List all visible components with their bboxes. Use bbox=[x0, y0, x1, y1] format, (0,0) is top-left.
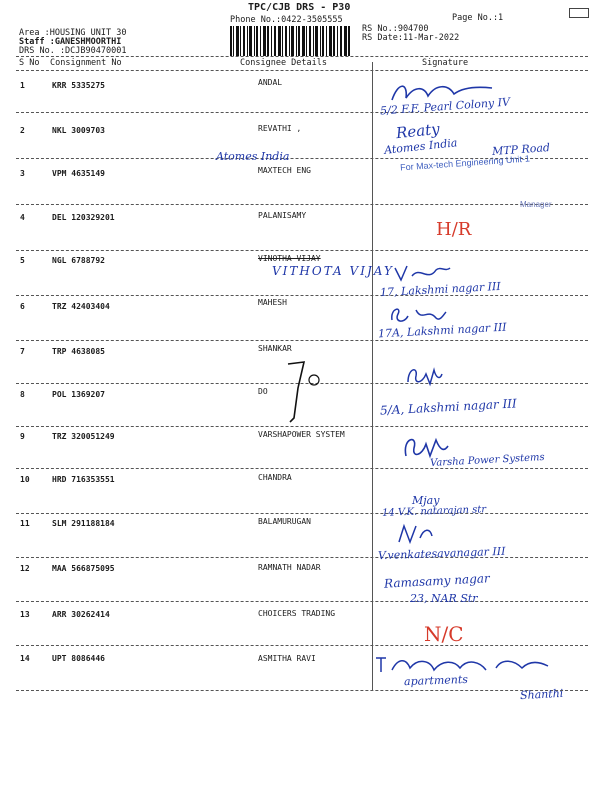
handwritten-address: apartments bbox=[403, 672, 469, 689]
handwritten-address: 14 V.K. natarajan str bbox=[381, 504, 487, 519]
row-consignment: ARR 30262414 bbox=[52, 610, 110, 619]
row-sno: 3 bbox=[20, 169, 25, 178]
row-consignment: UPT 8086446 bbox=[52, 654, 105, 663]
row-sno: 14 bbox=[20, 654, 30, 663]
row-sno: 6 bbox=[20, 302, 25, 311]
row-sno: 10 bbox=[20, 475, 30, 484]
staff-label: Staff :GANESHMOORTHI bbox=[19, 37, 122, 47]
row-consignee: MAXTECH ENG bbox=[258, 166, 311, 175]
row-consignment: NGL 6788792 bbox=[52, 256, 105, 265]
row-sno: 8 bbox=[20, 390, 25, 399]
row-line bbox=[16, 468, 588, 469]
row-sno: 1 bbox=[20, 81, 25, 90]
page-number: Page No.:1 bbox=[452, 13, 504, 23]
row-consignment: SLM 291188184 bbox=[52, 519, 115, 528]
row-consignment: POL 1369207 bbox=[52, 390, 105, 399]
row-consignment: NKL 3009703 bbox=[52, 126, 105, 135]
barcode bbox=[230, 26, 350, 56]
handwritten-signature: Reaty bbox=[395, 119, 441, 143]
row-sno: 13 bbox=[20, 610, 30, 619]
row-consignee: RAMNATH NADAR bbox=[258, 563, 321, 572]
row-line bbox=[16, 250, 588, 251]
col-consignment: Consignment No bbox=[50, 58, 122, 68]
row-line bbox=[16, 601, 588, 602]
handwritten-signature: Mjay bbox=[412, 494, 440, 507]
handwritten-note: Shanthi bbox=[519, 686, 564, 703]
handwritten-address: Ramasamy nagar bbox=[383, 571, 491, 591]
row-consignee: REVATHI , bbox=[258, 124, 302, 133]
row-line bbox=[16, 295, 588, 296]
handwritten-code: N/C bbox=[424, 622, 464, 646]
header-line bbox=[16, 70, 588, 71]
row-line bbox=[16, 645, 588, 646]
row-sno: 5 bbox=[20, 256, 25, 265]
col-sno: S No bbox=[19, 58, 40, 68]
row-consignee: ASMITHA RAVI bbox=[258, 654, 316, 663]
signature-scribble bbox=[392, 262, 452, 284]
row-sno: 2 bbox=[20, 126, 25, 135]
signature-scribble bbox=[404, 364, 444, 388]
col-consignee: Consignee Details bbox=[240, 58, 327, 68]
drs-number: DRS No. :DCJB90470001 bbox=[19, 46, 127, 56]
rs-date: RS Date:11-Mar-2022 bbox=[362, 33, 460, 43]
rs-number: RS No.:904700 bbox=[362, 24, 429, 34]
handwritten-note: Atomes India bbox=[216, 150, 290, 163]
row-consignee: ANDAL bbox=[258, 78, 283, 87]
company-stamp: For Max-tech Engineering Unit-1 bbox=[399, 153, 531, 173]
row-consignee: CHANDRA bbox=[258, 473, 292, 482]
stamp-role: Manager bbox=[520, 200, 552, 209]
handwritten-company: Varsha Power Systems bbox=[429, 452, 545, 469]
row-consignment: VPM 4635149 bbox=[52, 169, 105, 178]
document-title: TPC/CJB DRS - P30 bbox=[248, 2, 351, 13]
handwritten-address: 17A, Lakshmi nagar III bbox=[377, 320, 507, 341]
corner-mark bbox=[569, 8, 589, 18]
handwritten-company: Atomes India bbox=[383, 136, 458, 157]
handwritten-name: VITHOTA VIJAY bbox=[272, 264, 394, 278]
signature-divider bbox=[372, 62, 373, 690]
signature-scribble bbox=[284, 358, 324, 428]
signature-scribble bbox=[388, 304, 448, 326]
row-sno: 7 bbox=[20, 347, 25, 356]
row-line bbox=[16, 112, 588, 113]
handwritten-street: 23, NAR Str bbox=[410, 592, 478, 605]
handwritten-address: 5/A, Lakshmi nagar III bbox=[379, 396, 518, 418]
row-consignee: PALANISAMY bbox=[258, 211, 307, 220]
row-consignment: KRR 5335275 bbox=[52, 81, 105, 90]
phone-number: Phone No.:0422-3505555 bbox=[230, 15, 343, 25]
row-consignee: DO bbox=[258, 387, 268, 396]
row-consignee: VARSHAPOWER SYSTEM bbox=[258, 430, 345, 439]
handwritten-address: 5/2 F.F. Pearl Colony IV bbox=[379, 95, 511, 118]
row-line bbox=[16, 340, 588, 341]
handwritten-code: H/R bbox=[436, 219, 472, 240]
row-consignment: HRD 716353551 bbox=[52, 475, 115, 484]
row-consignee: SHANKAR bbox=[258, 344, 292, 353]
signature-scribble bbox=[396, 522, 436, 546]
row-consignee: BALAMURUGAN bbox=[258, 517, 311, 526]
row-sno: 9 bbox=[20, 432, 25, 441]
row-line bbox=[16, 513, 588, 514]
row-line bbox=[16, 690, 588, 691]
table-top-line bbox=[16, 56, 588, 57]
col-signature: Signature bbox=[422, 58, 469, 68]
row-consignee: MAHESH bbox=[258, 298, 287, 307]
handwritten-address: V.venkatesavanagar III bbox=[377, 544, 506, 563]
row-sno: 4 bbox=[20, 213, 25, 222]
row-consignment: MAA 566875095 bbox=[52, 564, 115, 573]
row-consignment: DEL 120329201 bbox=[52, 213, 115, 222]
row-consignee: VINOTHA VIJAY bbox=[258, 254, 321, 263]
row-sno: 11 bbox=[20, 519, 30, 528]
row-consignment: TRZ 42403404 bbox=[52, 302, 110, 311]
row-sno: 12 bbox=[20, 564, 30, 573]
row-consignee: CHOICERS TRADING bbox=[258, 609, 336, 618]
area-label: Area :HOUSING UNIT 30 bbox=[19, 28, 127, 38]
row-line bbox=[16, 204, 588, 205]
row-consignment: TRZ 320051249 bbox=[52, 432, 115, 441]
handwritten-address: 17, Lakshmi nagar III bbox=[379, 279, 501, 300]
row-consignment: TRP 4638085 bbox=[52, 347, 105, 356]
handwritten-road: MTP Road bbox=[491, 140, 551, 159]
